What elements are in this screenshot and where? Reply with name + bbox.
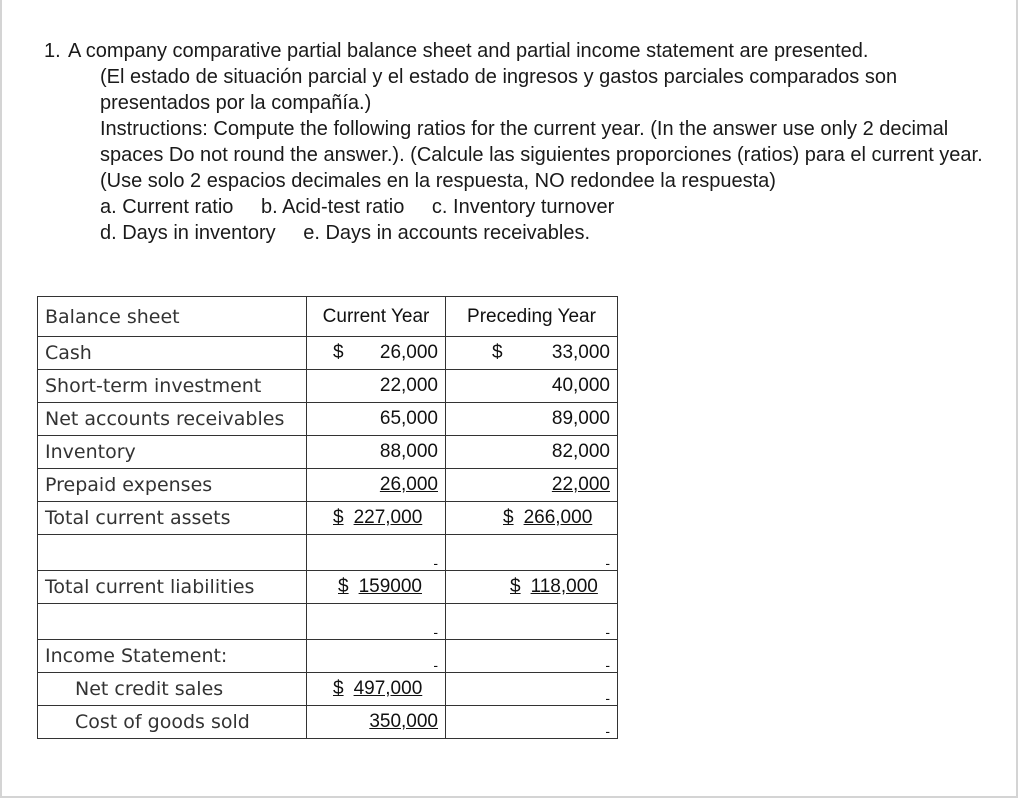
option-a: a. Current ratio [100,196,234,218]
currency-sign: $ [333,342,344,363]
question-line1: A company comparative partial balance sheet and partial income statement are presented. [68,40,869,62]
currency-sign: $ [503,507,514,528]
options-line1 [100,194,1004,220]
cell-value: 26,000 [379,342,438,363]
question-instructions: Instructions: Compute the following ratios for the current year. (In the answer use only 2 decimal spaces Do not round the answer.). (Calcule las siguientes proporciones (ratios) para el current year. (Use solo 2 espacios decimales en la respuesta, NO redondee la respuesta) [100,118,983,192]
cell-value: 497,000 [353,678,423,699]
dash-mark: - [307,604,446,640]
option-d: d. Days in inventory [100,222,276,244]
header-balance-sheet: Balance sheet [38,297,307,337]
table-row [38,571,618,604]
dash-mark: - [446,706,618,739]
option-e: e. Days in accounts receivables. [303,222,591,244]
cell-value: 266,000 [523,507,593,528]
option-b: b. Acid-test ratio [260,196,405,218]
cell-value: 88,000 [307,436,446,469]
cell-value: 118,000 [530,576,598,597]
question-spanish-intro: (El estado de situación parcial y el estado de ingresos y gastos parciales comparados son presentados por la compañía.) [100,66,898,114]
blank-row [38,535,618,571]
row-label: Net credit sales [38,673,307,706]
currency-sign: $ [510,576,521,597]
cell-value: 33,000 [551,342,610,363]
table-row [38,436,618,469]
cell-value: 350,000 [369,711,438,732]
cell-value: 227,000 [353,507,423,528]
table-row [38,706,618,739]
currency-sign: $ [333,678,344,699]
row-label: Inventory [38,436,307,469]
row-label: Short-term investment [38,370,307,403]
dash-mark: - [446,673,618,706]
table-header-row [38,297,618,337]
row-label: Total current liabilities [38,571,307,604]
cell-value: 65,000 [307,403,446,436]
row-label: Income Statement: [38,640,307,673]
cell-value: 82,000 [446,436,618,469]
option-c: c. Inventory turnover [431,196,615,218]
table-row [38,403,618,436]
question-number: 1. [44,40,61,62]
dash-mark: - [307,640,446,673]
cell-value: 89,000 [446,403,618,436]
header-current-year: Current Year [307,297,446,337]
row-label: Total current assets [38,502,307,535]
currency-sign: $ [338,576,349,597]
row-label: Cost of goods sold [38,706,307,739]
currency-sign: $ [492,342,503,363]
table-row [38,337,618,370]
cell-value: 22,000 [551,474,610,495]
row-label: Net accounts receivables [38,403,307,436]
blank-row [38,604,618,640]
dash-mark: - [446,640,618,673]
table-row [38,469,618,502]
cell-value: 22,000 [307,370,446,403]
dash-mark: - [446,535,618,571]
table-row [38,502,618,535]
table-row [38,640,618,673]
question-block [44,38,1004,246]
cell-value: 159000 [358,576,422,597]
options-line2 [100,220,1004,246]
balance-sheet-table [37,296,618,739]
row-label: Prepaid expenses [38,469,307,502]
cell-value: 26,000 [379,474,438,495]
dash-mark: - [307,535,446,571]
currency-sign: $ [333,507,344,528]
cell-value: 40,000 [446,370,618,403]
dash-mark: - [446,604,618,640]
header-preceding-year: Preceding Year [446,297,618,337]
table-row [38,673,618,706]
row-label: Cash [38,337,307,370]
table-row [38,370,618,403]
